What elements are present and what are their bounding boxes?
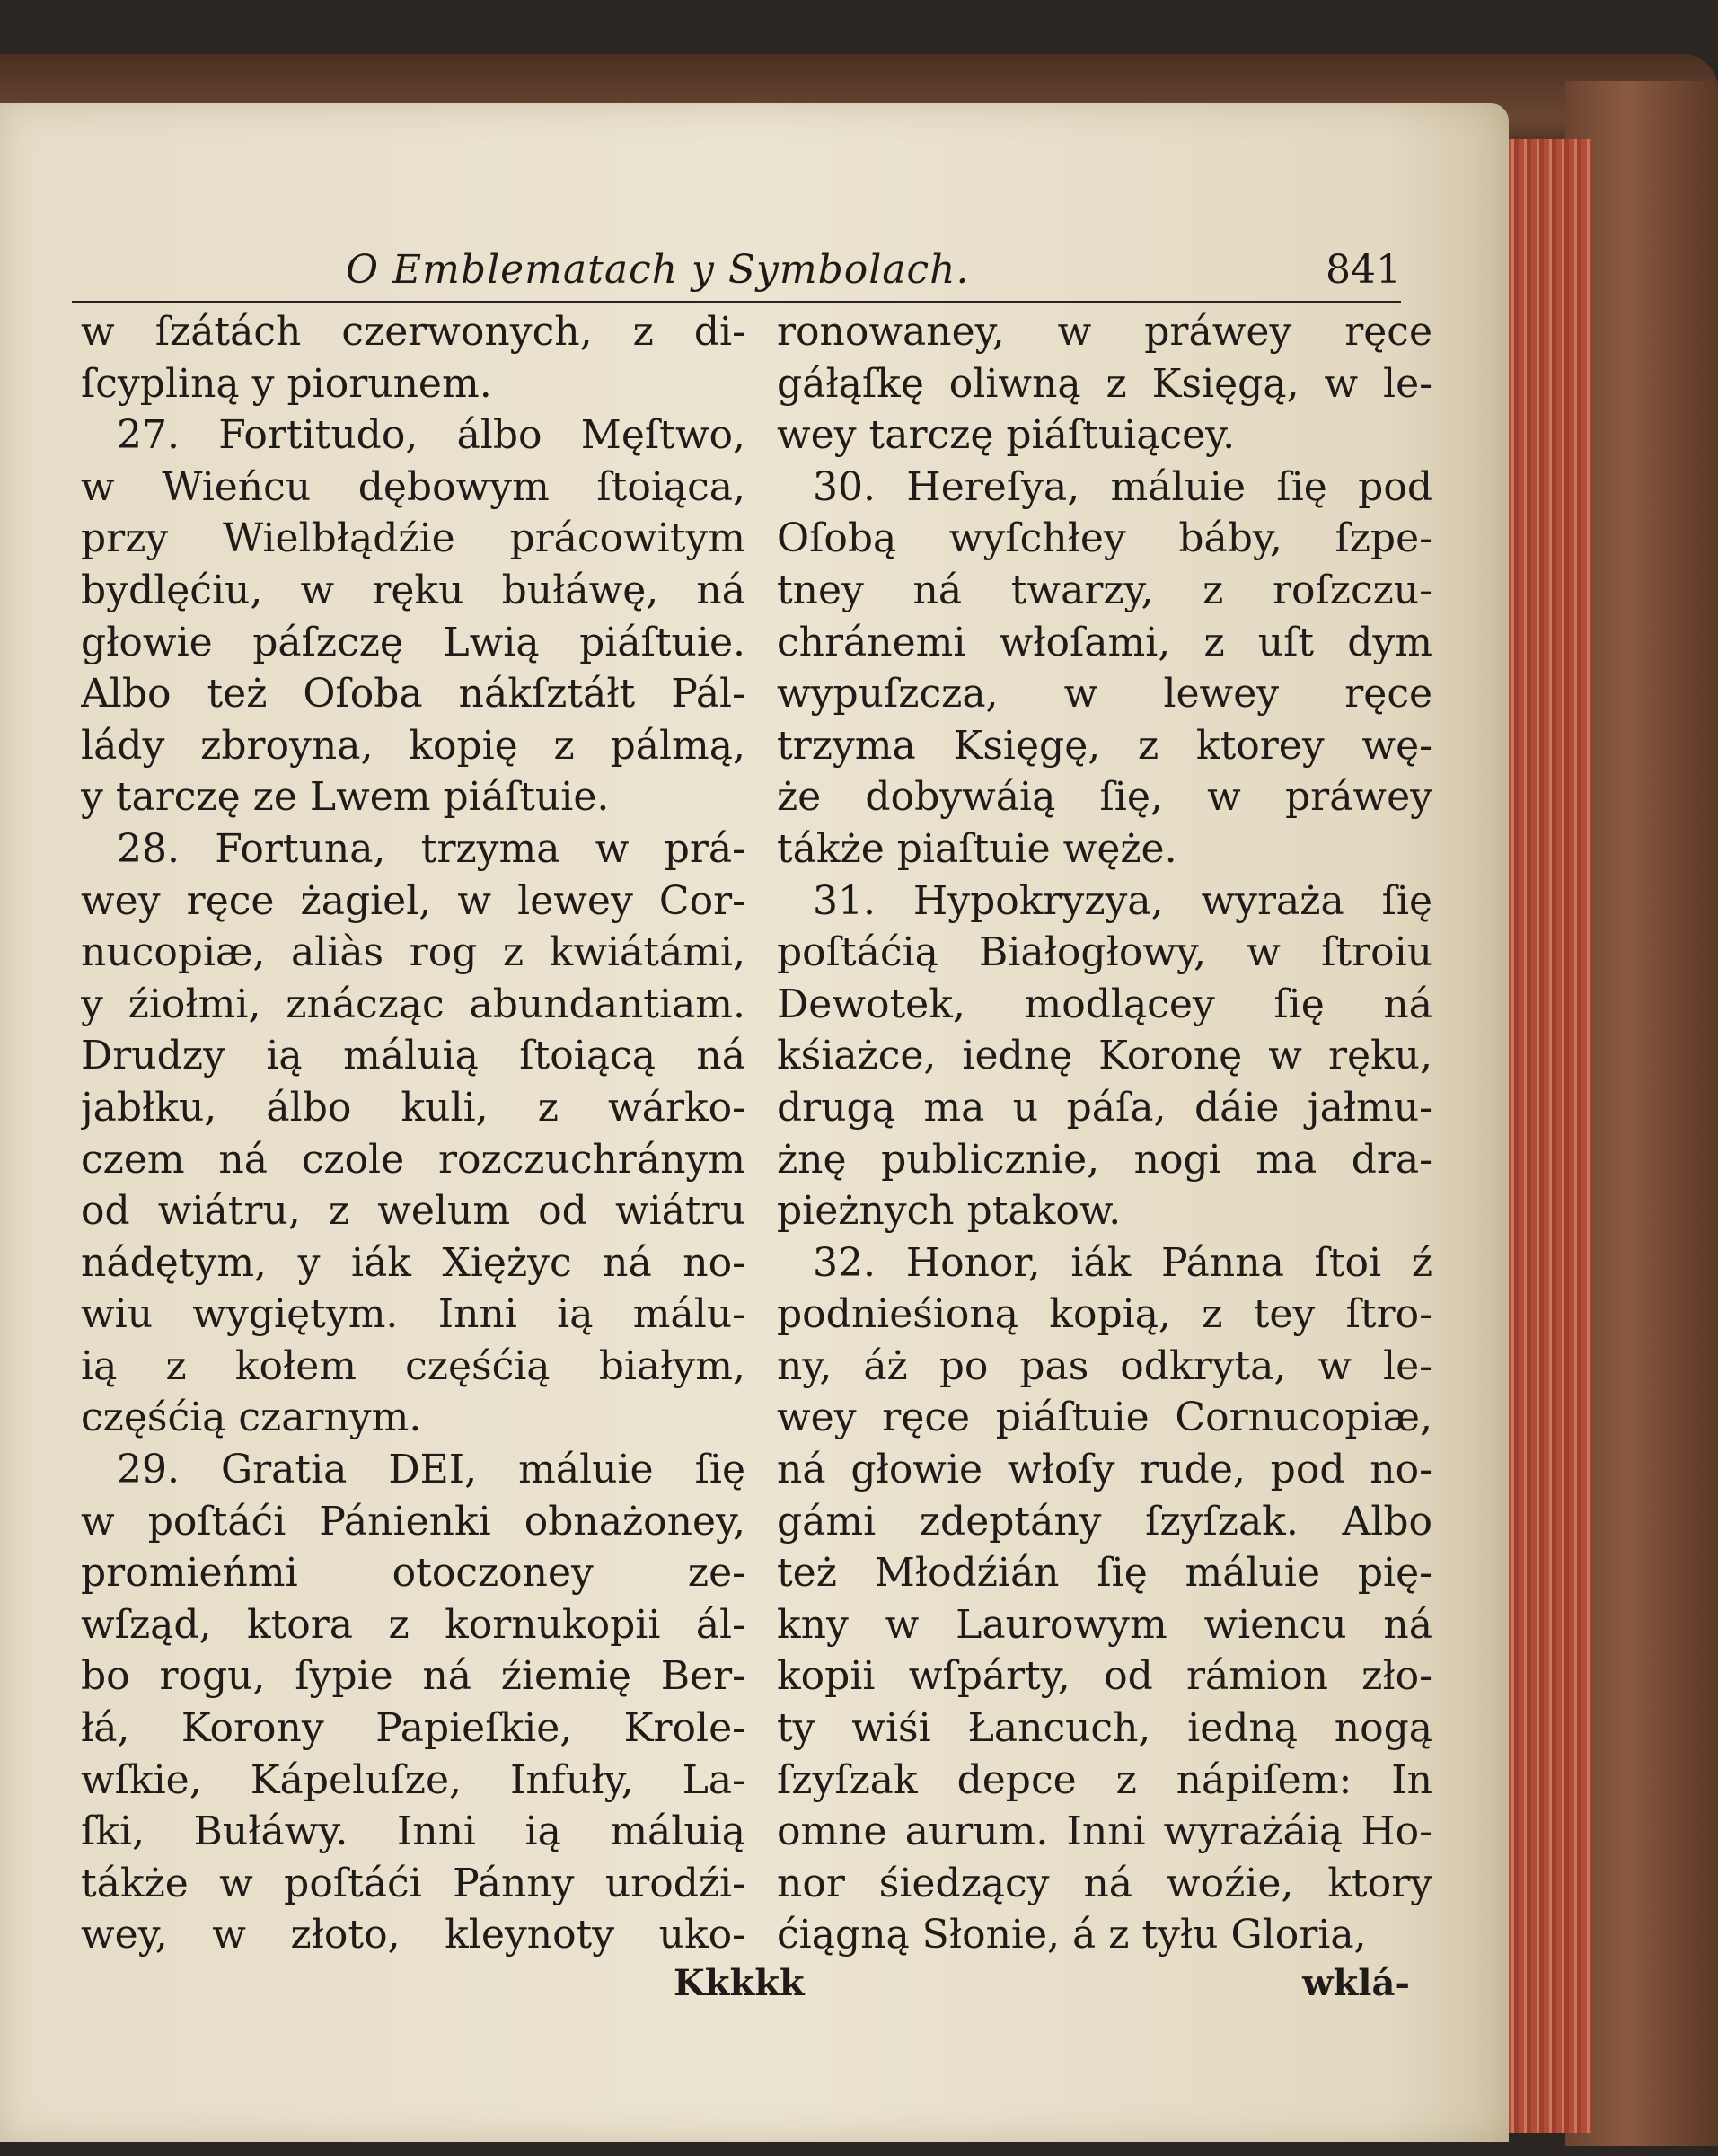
- text-line: w Wieńcu dębowym ſtoiąca,: [81, 463, 745, 510]
- page-number: 841: [1326, 247, 1401, 293]
- text-line: kny w Laurowym wiencu ná: [777, 1601, 1432, 1648]
- right-column: [777, 306, 1432, 1961]
- text-line: ty wiśi Łancuch, iedną nogą: [777, 1705, 1432, 1752]
- text-line: podnieśioną kopią, z tey ſtro-: [777, 1291, 1432, 1338]
- text-line: gáłąſkę oliwną z Księgą, w le-: [777, 360, 1432, 407]
- text-line: od wiátru, z welum od wiátru: [81, 1188, 745, 1235]
- text-line: trzyma Księgę, z ktorey wę-: [777, 722, 1432, 769]
- text-line: jabłku, álbo kuli, z wárko-: [81, 1084, 745, 1131]
- text-line: czem ná czole rozczuchránym: [81, 1136, 745, 1183]
- text-line: przy Wielbłądźie prácowitym: [81, 515, 745, 562]
- text-line: ny, áż po pas odkryta, w le-: [777, 1342, 1432, 1389]
- text-line: lády zbroyna, kopię z pálmą,: [81, 722, 745, 769]
- page-footer: [674, 1962, 1410, 2016]
- text-line: pieżnych ptakow.: [777, 1188, 1122, 1235]
- text-line: Oſobą wyſchłey báby, ſzpe-: [777, 515, 1432, 562]
- page-header: [72, 247, 1401, 303]
- text-line: w ſzátách czerwonych, z di-: [81, 309, 745, 355]
- text-line: ią z kołem częśćią białym,: [81, 1342, 745, 1389]
- text-line: Albo też Oſoba nákſztáłt Pál-: [81, 671, 745, 717]
- text-line: drugą ma u páſa, dáie jałmu-: [777, 1084, 1432, 1131]
- text-line: bydlęćiu, w ręku bułáwę, ná: [81, 567, 745, 613]
- book-page: [0, 103, 1509, 2142]
- book: [0, 54, 1718, 2156]
- text-line: ronowaney, w práwey ręce: [777, 309, 1432, 355]
- text-line: nucopiæ, aliàs rog z kwiátámi,: [81, 929, 745, 976]
- text-line: Drudzy ią máluią ſtoiącą ná: [81, 1033, 745, 1079]
- text-line: ſcypliną y piorunem.: [81, 360, 492, 407]
- text-line: y źiołmi, znácząc abundantiam.: [81, 981, 745, 1027]
- text-line: wey ręce piáſtuie Cornucopiæ,: [777, 1395, 1432, 1441]
- text-line: gámi zdeptány ſzyſzak. Albo: [777, 1498, 1432, 1544]
- text-line: Dewotek, modlącey ſię ná: [777, 981, 1432, 1027]
- text-line: kśiażce, iednę Koronę w ręku,: [777, 1033, 1432, 1079]
- text-line: kopii wſpárty, od rámion zło-: [777, 1653, 1432, 1700]
- text-line: nor śiedzący ná woźie, ktory: [777, 1860, 1432, 1906]
- text-line: omne aurum. Inni wyrażáią Ho-: [777, 1808, 1432, 1855]
- text-line: tney ná twarzy, z roſzczu-: [777, 567, 1432, 613]
- text-line: głowie páſzczę Lwią piáſtuie.: [81, 619, 745, 665]
- text-line: wiu wygiętym. Inni ią málu-: [81, 1291, 745, 1338]
- text-line: łá, Korony Papieſkie, Krole-: [81, 1705, 745, 1752]
- text-line: promieńmi otoczoney ze-: [81, 1550, 745, 1597]
- text-line: ſzyſzak depce z nápiſem: In: [777, 1756, 1432, 1803]
- text-line: wypuſzcza, w lewey ręce: [777, 671, 1432, 717]
- text-line: bo rogu, ſypie ná źiemię Ber-: [81, 1653, 745, 1700]
- text-line: 29. Gratia DEI, máluie ſię: [117, 1447, 745, 1493]
- left-column: [81, 306, 745, 1961]
- text-line: tákże piaſtuie węże.: [777, 825, 1177, 872]
- text-line: wey ręce żagiel, w lewey Cor-: [81, 877, 745, 924]
- text-line: poſtáćią Białogłowy, w ſtroiu: [777, 929, 1432, 976]
- text-line: 27. Fortitudo, álbo Męſtwo,: [117, 412, 745, 459]
- text-line: wſząd, ktora z kornukopii ál-: [81, 1601, 745, 1648]
- text-line: 28. Fortuna, trzyma w prá-: [117, 825, 745, 872]
- running-head: O Emblematach y Symbolach.: [346, 247, 970, 293]
- catchword: wklá-: [1302, 1962, 1410, 2004]
- text-line: częśćią czarnym.: [81, 1395, 422, 1441]
- text-line: też Młodźián ſię máluie pię-: [777, 1550, 1432, 1597]
- signature-mark: Kkkkk: [674, 1962, 805, 2004]
- text-line: żnę publicznie, nogi ma dra-: [777, 1136, 1432, 1183]
- text-line: 30. Hereſya, máluie ſię pod: [813, 463, 1432, 510]
- text-line: wſkie, Kápeluſze, Infuły, La-: [81, 1756, 745, 1803]
- text-line: w poſtáći Pánienki obnażoney,: [81, 1498, 745, 1544]
- text-line: że dobywáią ſię, w práwey: [777, 774, 1432, 821]
- text-line: chránemi włoſami, z uſt dym: [777, 619, 1432, 665]
- text-line: y tarczę ze Lwem piáſtuie.: [81, 774, 610, 821]
- text-line: wey, w złoto, kleynoty uko-: [81, 1912, 745, 1958]
- text-line: ná głowie włoſy rude, pod no-: [777, 1447, 1432, 1493]
- text-line: tákże w poſtáći Pánny urodźi-: [81, 1860, 745, 1906]
- text-line: 31. Hypokryzya, wyraża ſię: [813, 877, 1432, 924]
- text-line: ćiągną Słonie, á z tyłu Gloria,: [777, 1912, 1367, 1958]
- text-line: ſki, Bułáwy. Inni ią máluią: [81, 1808, 745, 1855]
- text-line: 32. Honor, iák Pánna ſtoi ź: [813, 1239, 1432, 1286]
- text-line: nádętym, y iák Xiężyc ná no-: [81, 1239, 745, 1286]
- text-line: wey tarczę piáſtuiącey.: [777, 412, 1236, 459]
